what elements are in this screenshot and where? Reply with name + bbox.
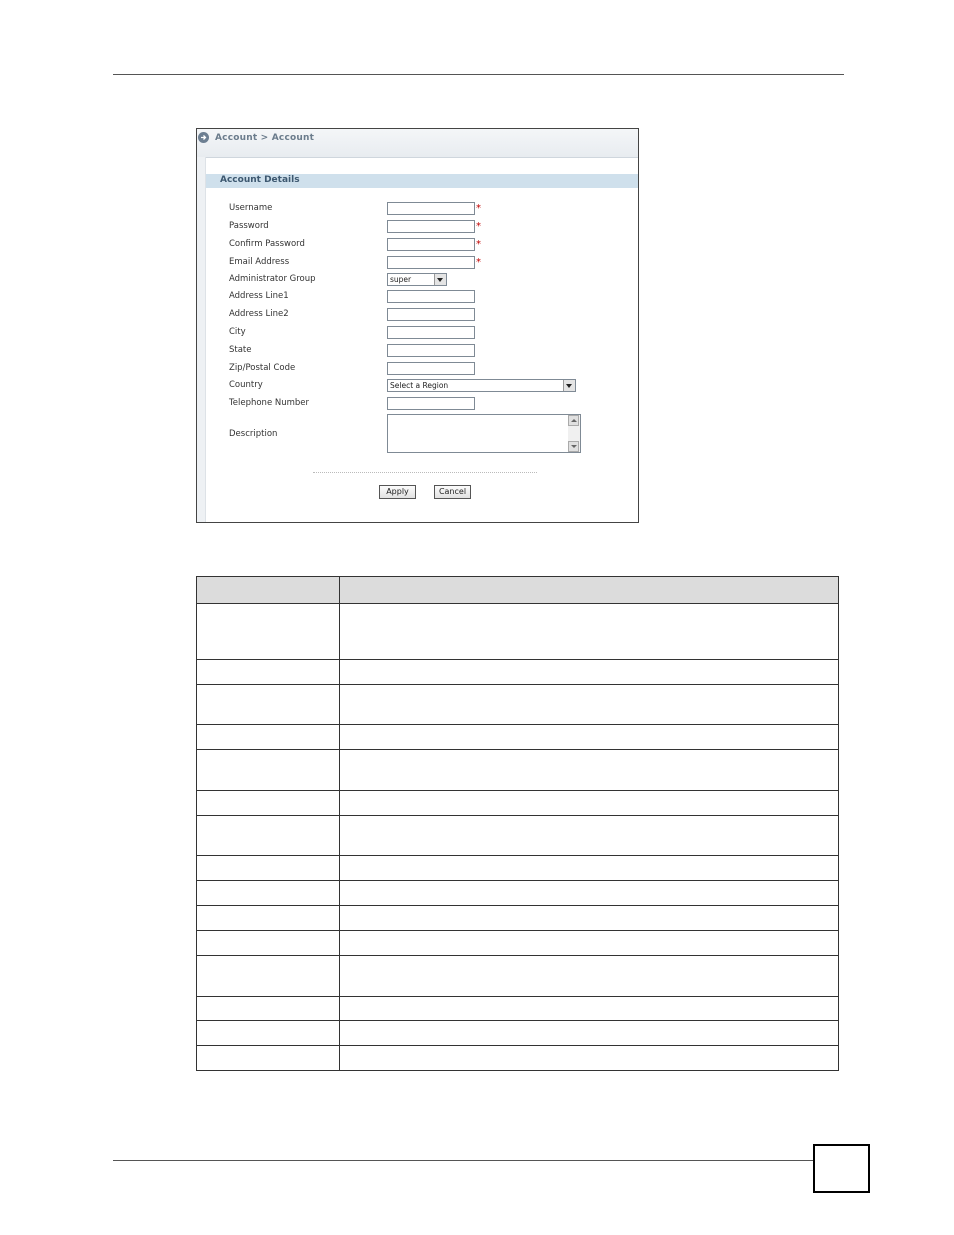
table-row <box>197 1046 839 1071</box>
divider <box>313 472 537 473</box>
textarea-scrollbar[interactable] <box>568 415 580 452</box>
left-panel-edge <box>197 157 206 522</box>
table-cell <box>340 816 839 856</box>
breadcrumb: Account > Account <box>215 133 315 143</box>
table-row <box>197 997 839 1021</box>
table-cell <box>340 1021 839 1046</box>
required-marker: * <box>476 203 481 214</box>
address-line2-input[interactable] <box>387 308 475 321</box>
page-number-box <box>813 1144 870 1193</box>
table-row <box>197 660 839 685</box>
field-description-table <box>196 576 839 1071</box>
required-marker: * <box>476 239 481 250</box>
account-screenshot <box>196 128 639 523</box>
label-description: Description <box>229 429 278 439</box>
table-row <box>197 931 839 956</box>
country-select[interactable] <box>387 379 576 392</box>
scroll-down-icon[interactable] <box>568 441 579 452</box>
table-header-row <box>197 577 839 604</box>
password-input[interactable] <box>387 220 475 233</box>
country-value: Select a Region <box>390 381 449 390</box>
address-line1-input[interactable] <box>387 290 475 303</box>
administrator-group-value: super <box>390 275 412 284</box>
city-input[interactable] <box>387 326 475 339</box>
description-textarea[interactable] <box>387 414 581 453</box>
table-cell <box>197 997 340 1021</box>
table-cell <box>340 956 839 997</box>
table-cell <box>197 881 340 906</box>
scroll-up-icon[interactable] <box>568 415 579 426</box>
chevron-down-icon[interactable] <box>434 274 446 285</box>
label-address-line1: Address Line1 <box>229 291 289 301</box>
label-zip-postal-code: Zip/Postal Code <box>229 363 296 373</box>
table-cell <box>197 906 340 931</box>
apply-button[interactable]: Apply <box>379 485 416 499</box>
username-input[interactable] <box>387 202 475 215</box>
table-row <box>197 604 839 660</box>
table-cell <box>197 604 340 660</box>
section-header <box>206 174 638 188</box>
table-cell <box>340 791 839 816</box>
label-telephone-number: Telephone Number <box>229 398 310 408</box>
table-row <box>197 906 839 931</box>
arrow-circle-icon <box>198 132 209 143</box>
zip-postal-code-input[interactable] <box>387 362 475 375</box>
section-title: Account Details <box>220 175 300 185</box>
table-cell <box>197 956 340 997</box>
chevron-down-icon[interactable] <box>563 380 575 391</box>
table-row <box>197 750 839 791</box>
table-cell <box>340 931 839 956</box>
table-cell <box>340 856 839 881</box>
table-cell <box>197 931 340 956</box>
table-cell <box>340 685 839 725</box>
label-username: Username <box>229 203 273 213</box>
table-cell <box>340 997 839 1021</box>
administrator-group-select[interactable] <box>387 273 447 286</box>
email-address-input[interactable] <box>387 256 475 269</box>
footer-rule <box>113 1160 813 1161</box>
required-marker: * <box>476 221 481 232</box>
table-row <box>197 685 839 725</box>
table-header-cell <box>197 577 340 604</box>
table-row <box>197 816 839 856</box>
breadcrumb-bar <box>197 129 638 158</box>
table-row <box>197 856 839 881</box>
table-cell <box>340 906 839 931</box>
table-cell <box>197 685 340 725</box>
header-rule <box>113 74 844 75</box>
table-cell <box>340 660 839 685</box>
label-confirm-password: Confirm Password <box>229 239 305 249</box>
table-row <box>197 725 839 750</box>
table-cell <box>197 1046 340 1071</box>
table-cell <box>340 1046 839 1071</box>
label-state: State <box>229 345 252 355</box>
table-cell <box>340 881 839 906</box>
table-row <box>197 1021 839 1046</box>
table-cell <box>340 725 839 750</box>
table-cell <box>340 604 839 660</box>
table-cell <box>197 725 340 750</box>
table-row <box>197 881 839 906</box>
label-city: City <box>229 327 246 337</box>
table-cell <box>197 660 340 685</box>
table-cell <box>197 750 340 791</box>
table-cell <box>197 856 340 881</box>
state-input[interactable] <box>387 344 475 357</box>
required-marker: * <box>476 257 481 268</box>
table-cell <box>197 816 340 856</box>
label-administrator-group: Administrator Group <box>229 274 316 284</box>
table-cell <box>340 750 839 791</box>
table-row <box>197 791 839 816</box>
label-address-line2: Address Line2 <box>229 309 289 319</box>
label-email-address: Email Address <box>229 257 290 267</box>
table-cell <box>197 1021 340 1046</box>
label-password: Password <box>229 221 269 231</box>
table-header-cell <box>340 577 839 604</box>
cancel-button[interactable]: Cancel <box>434 485 471 499</box>
table-cell <box>197 791 340 816</box>
telephone-number-input[interactable] <box>387 397 475 410</box>
label-country: Country <box>229 380 263 390</box>
confirm-password-input[interactable] <box>387 238 475 251</box>
table-row <box>197 956 839 997</box>
